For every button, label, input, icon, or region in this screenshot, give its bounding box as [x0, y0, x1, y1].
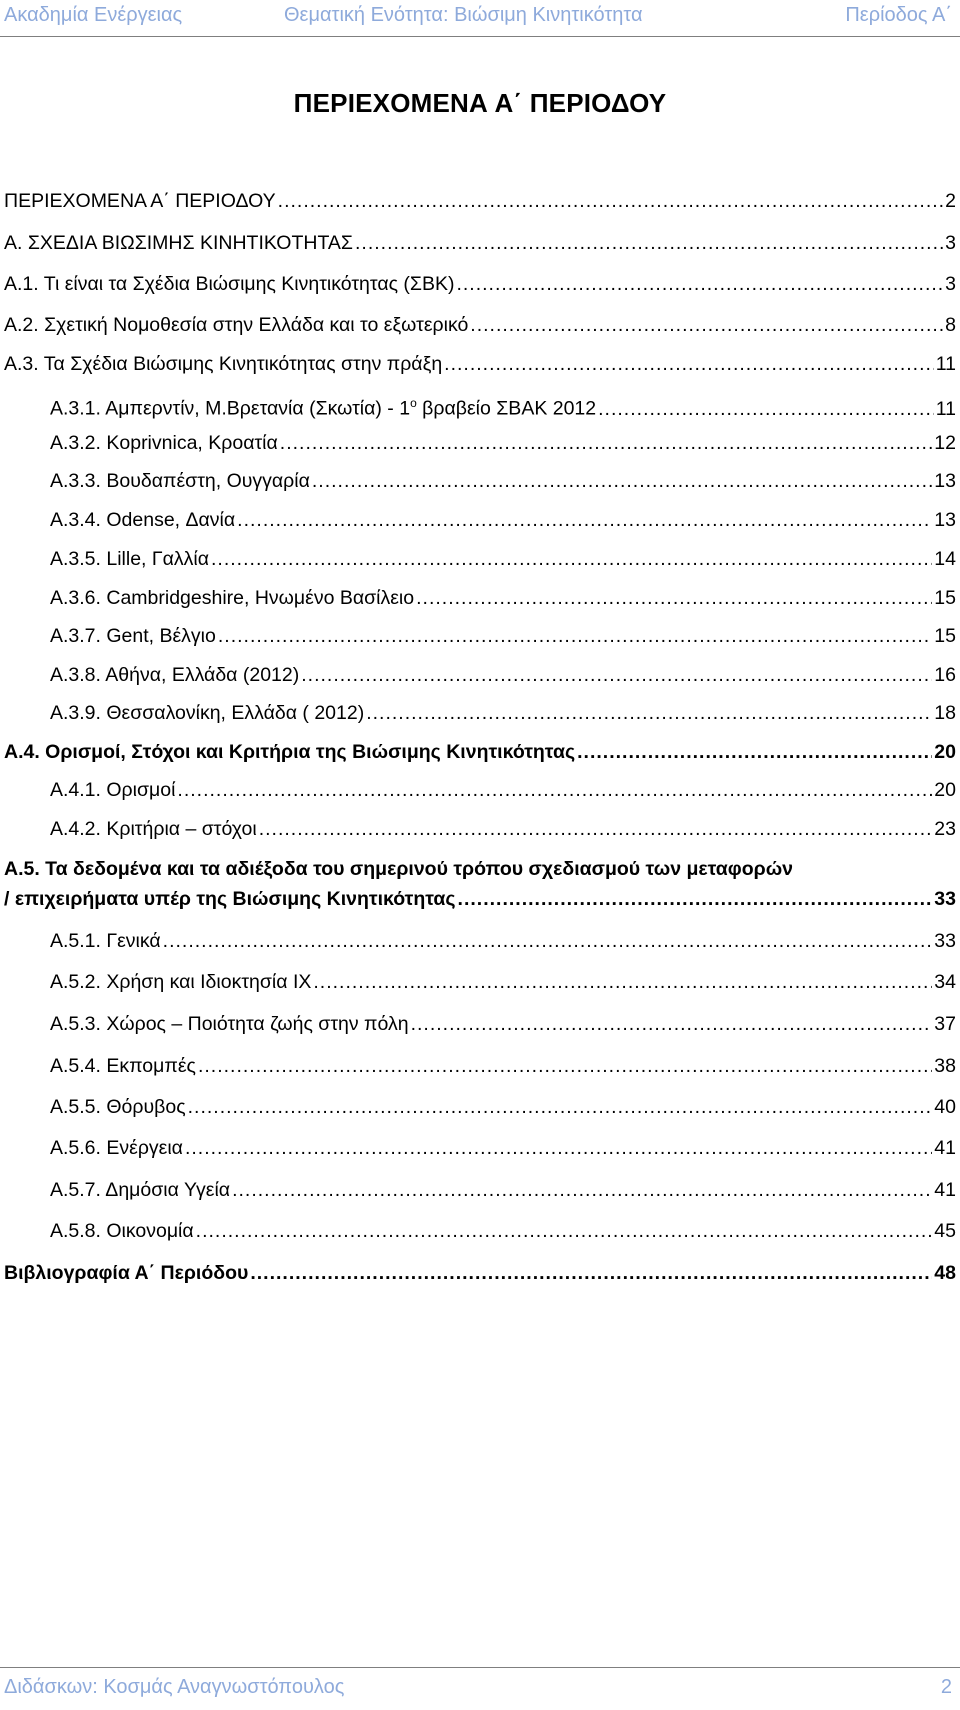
toc-label: ΠΕΡΙΕΧΟΜΕΝΑ Α΄ ΠΕΡΙΟΔΟΥ — [4, 190, 276, 212]
toc-label: Α.3.7. Gent, Βέλγιο — [50, 625, 216, 647]
toc-label: Α. ΣΧΕΔΙΑ ΒΙΩΣΙΜΗΣ ΚΙΝΗΤΙΚΟΤΗΤΑΣ — [4, 232, 353, 254]
toc-entry-a3[interactable] — [4, 350, 956, 378]
toc-leader — [355, 229, 943, 257]
toc-page-number: 33 — [934, 930, 956, 952]
toc-page-number: 13 — [934, 470, 956, 492]
toc-page-number: 18 — [934, 702, 956, 724]
toc-entry-a36[interactable] — [50, 584, 956, 612]
toc-leader — [163, 927, 933, 955]
toc-label: Α.5.8. Οικονομία — [50, 1220, 194, 1242]
toc-label: Α.3.6. Cambridgeshire, Ηνωμένο Βασίλειο — [50, 587, 415, 609]
toc-entry-a38[interactable] — [50, 661, 956, 689]
toc-page-number: 3 — [945, 232, 956, 254]
toc-page-number: 3 — [945, 273, 956, 295]
toc-label: Α.3.5. Lille, Γαλλία — [50, 548, 210, 570]
toc-leader — [188, 1093, 933, 1121]
toc-entry-a31[interactable] — [50, 389, 956, 423]
header-academy: Ακαδημία Ενέργειας — [4, 4, 183, 26]
toc-page-number: 40 — [934, 1096, 956, 1118]
toc-label: Α.1. Τι είναι τα Σχέδια Βιώσιμης Κινητικότητας (ΣΒΚ) — [4, 273, 455, 295]
toc-entry-a32[interactable] — [50, 429, 956, 457]
toc-leader — [301, 661, 932, 689]
toc-leader — [250, 1259, 932, 1287]
toc-leader — [185, 1134, 932, 1162]
toc-entry-a57[interactable] — [50, 1176, 956, 1204]
toc-page-number: 23 — [934, 818, 956, 840]
toc-page-number: 41 — [934, 1137, 956, 1159]
toc-label: Α.5.3. Χώρος – Ποιότητα ζωής στην πόλη — [50, 1013, 409, 1035]
toc-leader — [577, 738, 932, 766]
toc-label: Α.4. Ορισμοί, Στόχοι και Κριτήρια της Βιώσιμης Κινητικότητας — [4, 741, 576, 763]
toc-entry-a33[interactable] — [50, 467, 956, 495]
toc-page-number: 20 — [934, 779, 956, 801]
toc-leader — [458, 885, 933, 913]
toc-page-number: 45 — [934, 1220, 956, 1242]
header-period: Περίοδος Α΄ — [845, 4, 952, 26]
toc-leader — [232, 1176, 932, 1204]
toc-entry-a5-line1[interactable]: Α.5. Τα δεδομένα και τα αδιέξοδα του σημερινού τρόπου σχεδιασμού των μεταφορών — [4, 858, 794, 880]
toc-label: Α.3.2. Koprivnica, Κροατία — [50, 432, 278, 454]
toc-entry-a58[interactable] — [50, 1217, 956, 1245]
toc-page-number: 2 — [945, 190, 956, 212]
toc-leader — [198, 1052, 932, 1080]
toc-label: Α.3.8. Αθήνα, Ελλάδα (2012) — [50, 664, 300, 686]
toc-label: Α.5.4. Εκπομπές — [50, 1055, 196, 1077]
toc-label: Α.3. Τα Σχέδια Βιώσιμης Κινητικότητας στην πράξη — [4, 353, 443, 375]
toc-leader — [177, 776, 932, 804]
toc-label: Α.3.3. Βουδαπέστη, Ουγγαρία — [50, 470, 310, 492]
header-topic: Θεματική Ενότητα: Βιώσιμη Κινητικότητα — [284, 4, 643, 26]
toc-leader — [218, 622, 932, 650]
toc-page-number: 11 — [935, 397, 956, 420]
toc-leader — [411, 1010, 933, 1038]
toc-leader — [470, 311, 943, 339]
toc-page-number: 13 — [934, 509, 956, 531]
toc-entry-a[interactable] — [4, 229, 956, 257]
toc-leader — [416, 584, 932, 612]
toc-label: Α.5.2. Χρήση και Ιδιοκτησία ΙΧ — [50, 971, 312, 993]
toc-entry-contents[interactable] — [4, 187, 956, 215]
toc-entry-a51[interactable] — [50, 927, 956, 955]
toc-page-number: 11 — [935, 353, 956, 375]
toc-leader — [211, 545, 932, 573]
toc-entry-a42[interactable] — [50, 815, 956, 843]
toc-page-number: 14 — [934, 548, 956, 570]
toc-label-part: βραβείο ΣΒΑΚ 2012 — [416, 397, 597, 420]
toc-entry-a41[interactable] — [50, 776, 956, 804]
toc-leader — [259, 815, 933, 843]
toc-entry-a34[interactable] — [50, 506, 956, 534]
toc-label: Α.4.1. Ορισμοί — [50, 779, 176, 801]
toc-page-number: 16 — [934, 664, 956, 686]
running-header — [0, 0, 960, 37]
toc-label: Α.5.5. Θόρυβος — [50, 1096, 186, 1118]
toc-entry-a35[interactable] — [50, 545, 956, 573]
toc-entry-a2[interactable] — [4, 311, 956, 339]
toc-label: / επιχειρήματα υπέρ της Βιώσιμης Κινητικότητας — [4, 888, 456, 910]
toc-page-number: 12 — [934, 432, 956, 454]
toc-entry-a5[interactable] — [4, 885, 956, 913]
toc-page-number: 38 — [934, 1055, 956, 1077]
toc-entry-a55[interactable] — [50, 1093, 956, 1121]
toc-label: Α.2. Σχετική Νομοθεσία στην Ελλάδα και το εξωτερικό — [4, 314, 469, 336]
toc-page-number: 41 — [934, 1179, 956, 1201]
toc-label: Α.4.2. Κριτήρια – στόχοι — [50, 818, 257, 840]
toc-page-number: 8 — [945, 314, 956, 336]
toc-page-number: 33 — [934, 888, 956, 910]
toc-entry-a39[interactable] — [50, 699, 956, 727]
toc-entry-a37[interactable] — [50, 622, 956, 650]
toc-leader — [237, 506, 932, 534]
toc-entry-a1[interactable] — [4, 270, 956, 298]
toc-page-number: 15 — [934, 587, 956, 609]
footer-page-number: 2 — [940, 1676, 952, 1698]
toc-page-number: 37 — [934, 1013, 956, 1035]
toc-label-superscript: ο — [410, 396, 417, 410]
toc-leader — [312, 467, 932, 495]
toc-leader — [366, 699, 932, 727]
toc-page-number: 34 — [934, 971, 956, 993]
toc-page-number: 48 — [934, 1262, 956, 1284]
running-footer — [0, 1667, 960, 1710]
toc-entry-a53[interactable] — [50, 1010, 956, 1038]
toc-leader — [456, 270, 943, 298]
toc-label: Α.3.4. Odense, Δανία — [50, 509, 236, 531]
toc-label: Βιβλιογραφία Α΄ Περιόδου — [4, 1262, 249, 1284]
toc-leader — [278, 187, 943, 215]
toc-label: Α.5.1. Γενικά — [50, 930, 161, 952]
toc-leader — [280, 429, 933, 457]
toc-leader — [598, 395, 934, 423]
toc-leader — [196, 1217, 933, 1245]
toc-label-part: Α.3.1. Αμπερντίν, Μ.Βρετανία (Σκωτία) - 1 — [50, 397, 411, 420]
footer-instructor: Διδάσκων: Κοσμάς Αναγνωστόπουλος — [4, 1676, 345, 1698]
toc-entry-a52[interactable] — [50, 968, 956, 996]
toc-page-number: 15 — [934, 625, 956, 647]
toc-page-number: 20 — [934, 741, 956, 763]
toc-leader — [313, 968, 932, 996]
toc-label — [50, 389, 596, 423]
toc-label: Α.5.6. Ενέργεια — [50, 1137, 183, 1159]
toc-label: Α.3.9. Θεσσαλονίκη, Ελλάδα ( 2012) — [50, 702, 365, 724]
toc-label: Α.5.7. Δημόσια Υγεία — [50, 1179, 231, 1201]
toc-leader — [444, 350, 934, 378]
toc-entry-a4[interactable] — [4, 738, 956, 766]
toc-entry-a54[interactable] — [50, 1052, 956, 1080]
toc-entry-bibliography[interactable] — [4, 1259, 956, 1287]
toc-entry-a56[interactable] — [50, 1134, 956, 1162]
page-title: ΠΕΡΙΕΧΟΜΕΝΑ Α΄ ΠΕΡΙΟΔΟΥ — [293, 88, 667, 118]
